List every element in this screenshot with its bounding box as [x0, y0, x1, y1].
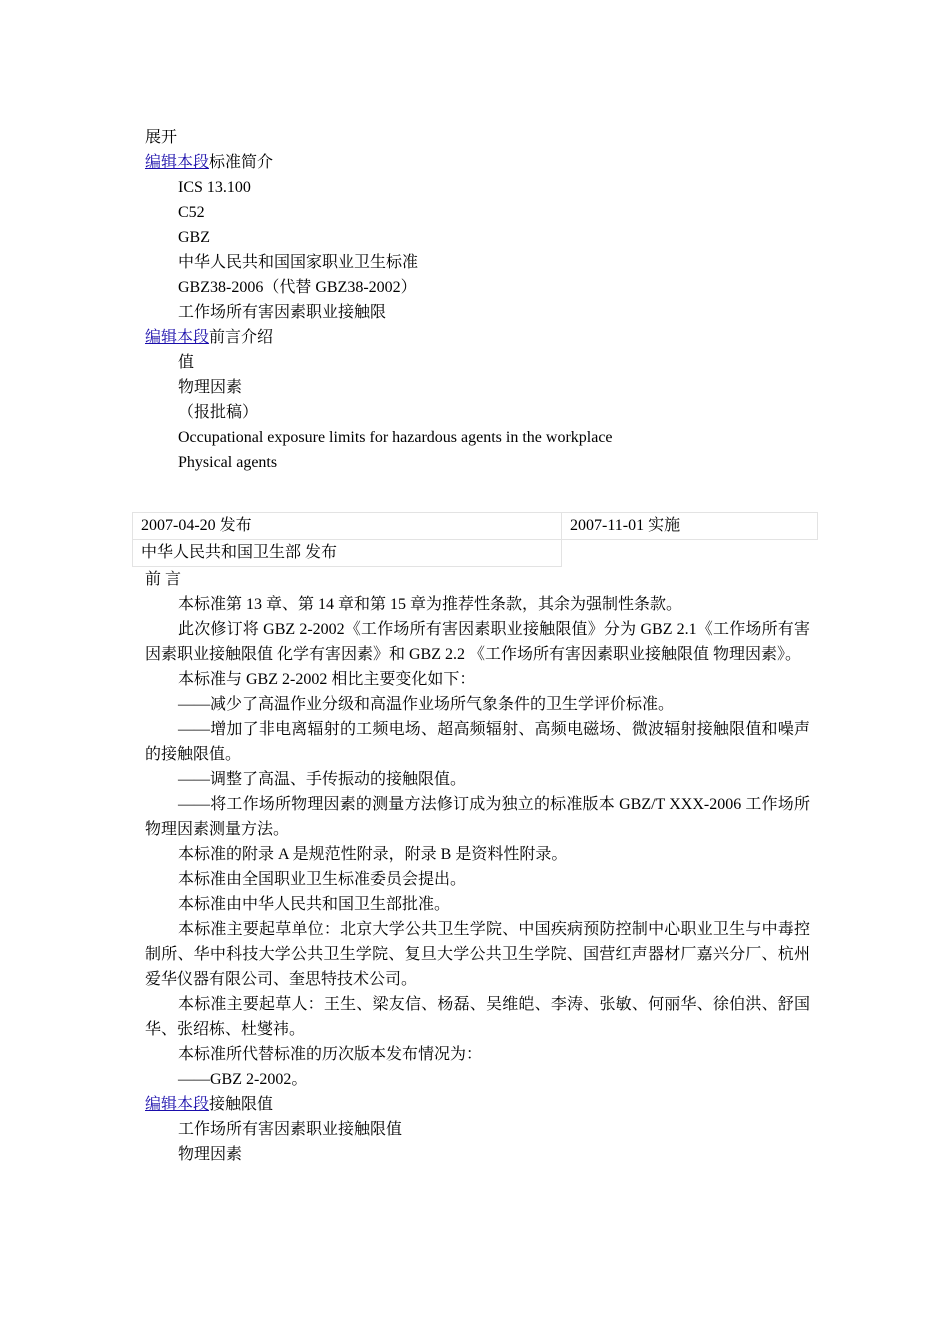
text-line: 物理因素 [178, 1146, 243, 1163]
foreword-title: 前 言 [145, 571, 182, 588]
edit-section-link[interactable]: 编辑本段 [145, 154, 210, 171]
publish-date-cell: 2007-04-20 发布 [133, 513, 562, 540]
text-line: （报批稿） [178, 404, 259, 421]
paragraph: 本标准主要起草单位：北京大学公共卫生学院、中国疾病预防控制中心职业卫生与中毒控制所、华中科技大学公共卫生学院、复旦大学公共卫生学院、国营红声器材厂嘉兴分厂、杭州爱华仪器有限公司、奎思特技术公司。 [145, 921, 810, 988]
paragraph: ——GBZ 2-2002。 [178, 1071, 308, 1088]
text-line: C52 [178, 204, 205, 221]
paragraph: 本标准由中华人民共和国卫生部批准。 [178, 896, 451, 913]
paragraph: 本标准主要起草人：王生、梁友信、杨磊、吴维皑、李涛、张敏、何丽华、徐伯洪、舒国华、张绍栋、杜燮祎。 [145, 996, 810, 1038]
edit-section-link[interactable]: 编辑本段 [145, 1096, 210, 1113]
edit-section-link[interactable]: 编辑本段 [145, 329, 210, 346]
text-line: 工作场所有害因素职业接触限 [178, 304, 387, 321]
paragraph: 本标准所代替标准的历次版本发布情况为： [178, 1046, 483, 1063]
section-title: 标准简介 [209, 154, 274, 171]
document-body [141, 125, 810, 1167]
paragraph: 本标准由全国职业卫生标准委员会提出。 [178, 871, 467, 888]
paragraph: ——调整了高温、手传振动的接触限值。 [178, 771, 467, 788]
implement-date-cell: 2007-11-01 实施 [562, 513, 818, 540]
section-title: 接触限值 [209, 1096, 274, 1113]
publisher-cell: 中华人民共和国卫生部 发布 [133, 540, 562, 567]
paragraph: 本标准与 GBZ 2-2002 相比主要变化如下： [178, 671, 476, 688]
paragraph: ——增加了非电离辐射的工频电场、超高频辐射、高频电磁场、微波辐射接触限值和噪声的接触限值。 [145, 721, 810, 763]
section-heading-foreword-intro [145, 325, 810, 350]
text-line: 值 [178, 354, 195, 371]
section-heading-intro [145, 150, 810, 175]
publication-info-table [132, 512, 818, 567]
text-line: GBZ [178, 229, 210, 246]
text-line: GBZ38-2006（代替 GBZ38-2002） [178, 279, 417, 296]
text-line: ICS 13.100 [178, 179, 251, 196]
text-line: 物理因素 [178, 379, 243, 396]
spacer [145, 475, 810, 512]
section-heading-limits [145, 1092, 810, 1117]
paragraph: ——将工作场所物理因素的测量方法修订成为独立的标准版本 GBZ/T XXX-2006 工作场所物理因素测量方法。 [145, 796, 810, 838]
text-line: 中华人民共和国国家职业卫生标准 [178, 254, 419, 271]
paragraph: 此次修订将 GBZ 2-2002《工作场所有害因素职业接触限值》分为 GBZ 2.1《工作场所有害因素职业接触限值 化学有害因素》和 GBZ 2.2 《工作场所有害因素职业接触限值 物理因素》。 [145, 621, 810, 663]
expand-label[interactable]: 展开 [145, 129, 178, 146]
empty-cell [562, 540, 818, 567]
section-title: 前言介绍 [209, 329, 274, 346]
paragraph: 本标准的附录 A 是规范性附录，附录 B 是资料性附录。 [178, 846, 568, 863]
text-line: Physical agents [178, 454, 278, 471]
text-line: Occupational exposure limits for hazardous agents in the workplace [178, 429, 613, 446]
paragraph: ——减少了高温作业分级和高温作业场所气象条件的卫生学评价标准。 [178, 696, 675, 713]
text-line: 工作场所有害因素职业接触限值 [178, 1121, 403, 1138]
paragraph: 本标准第 13 章、第 14 章和第 15 章为推荐性条款，其余为强制性条款。 [178, 596, 683, 613]
